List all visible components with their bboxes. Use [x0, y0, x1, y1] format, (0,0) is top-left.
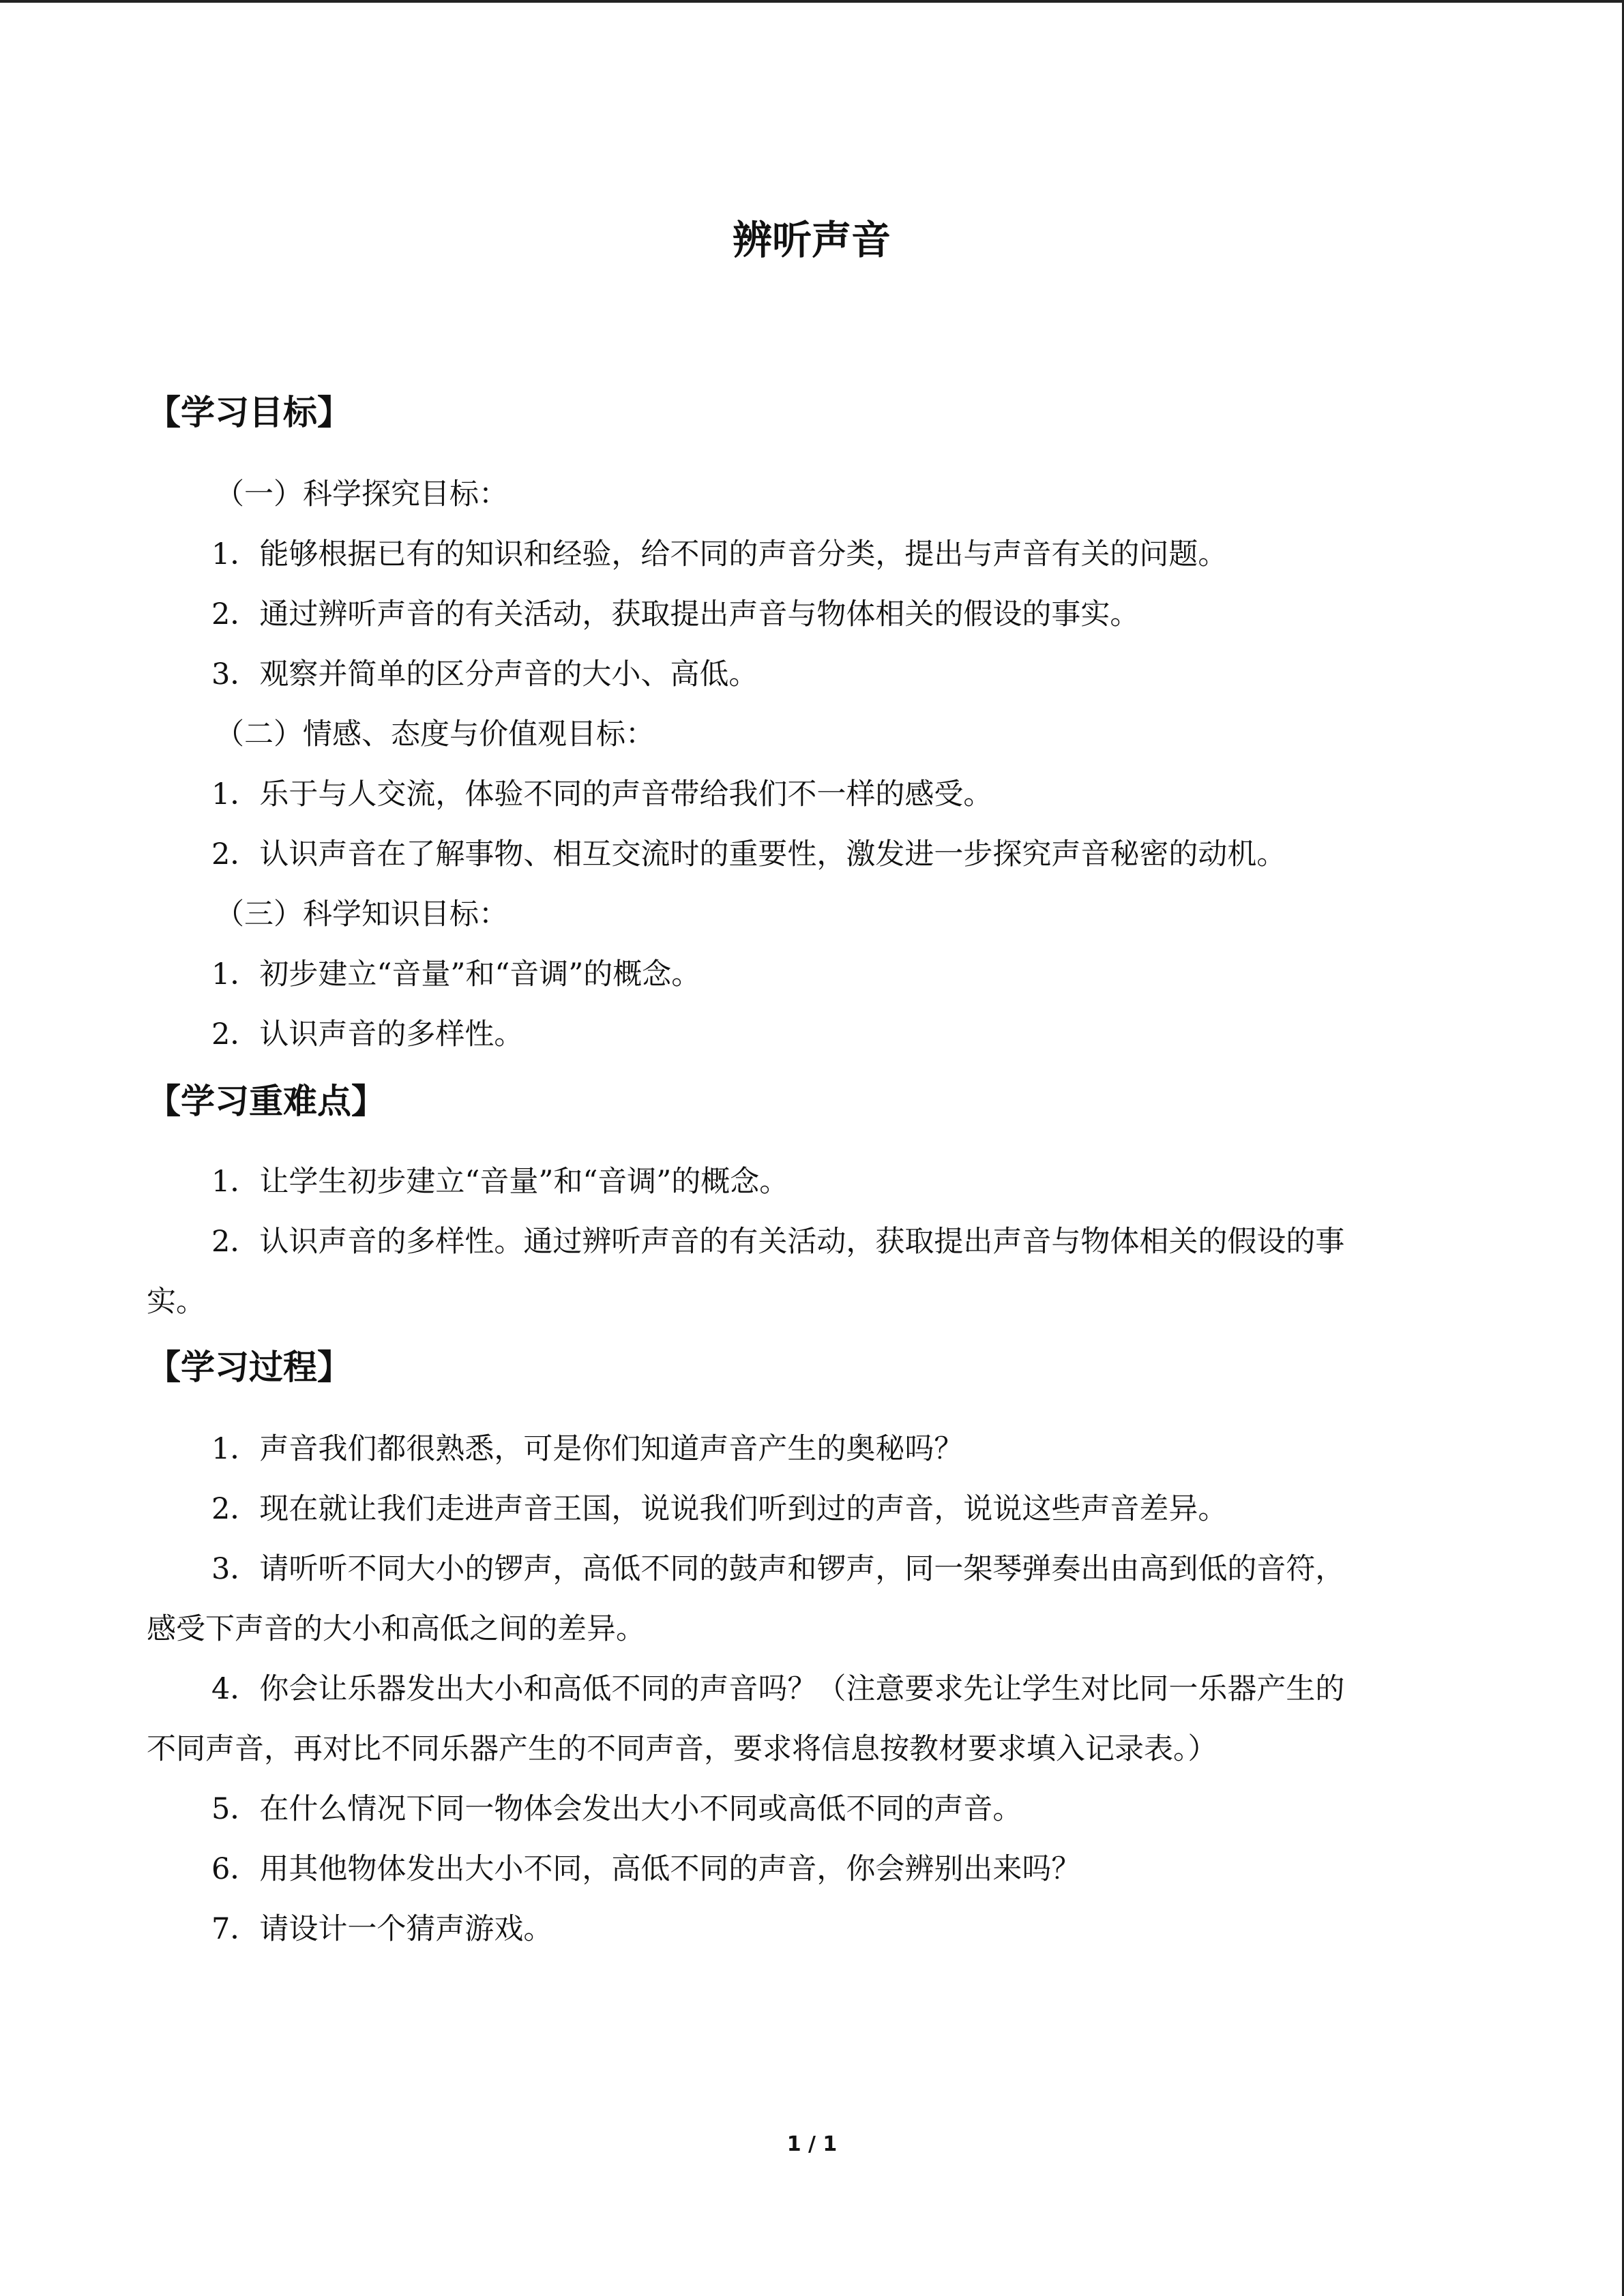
process-item: 2．现在就让我们走进声音王国，说说我们听到过的声音，说说这些声音差异。	[211, 1492, 1228, 1526]
section-heading-key-points: 【学习重难点】	[147, 1082, 385, 1121]
objective-subheading: （一）科学探究目标：	[215, 477, 508, 511]
page-number: 1 / 1	[786, 2132, 838, 2156]
objective-subheading: （二）情感、态度与价值观目标：	[215, 717, 655, 751]
process-item: 6．用其他物体发出大小不同，高低不同的声音，你会辨别出来吗？	[211, 1852, 1081, 1886]
page-border-top	[0, 0, 1624, 3]
objective-item: 1．初步建立“音量”和“音调”的概念。	[211, 957, 701, 992]
objective-item: 2．认识声音在了解事物、相互交流时的重要性，激发进一步探究声音秘密的动机。	[211, 837, 1286, 871]
objective-item: 2．通过辨听声音的有关活动，获取提出声音与物体相关的假设的事实。	[211, 597, 1140, 631]
objective-item: 2．认识声音的多样性。	[211, 1017, 524, 1052]
process-item: 4．你会让乐器发出大小和高低不同的声音吗？（注意要求先让学生对比同一乐器产生的	[211, 1672, 1345, 1706]
key-point-item-continued: 实。	[147, 1285, 205, 1319]
objective-subheading: （三）科学知识目标：	[215, 897, 508, 931]
process-item-continued: 不同声音，再对比不同乐器产生的不同声音，要求将信息按教材要求填入记录表。）	[147, 1732, 1217, 1766]
objective-item: 1．能够根据已有的知识和经验，给不同的声音分类，提出与声音有关的问题。	[211, 537, 1228, 571]
section-heading-objectives: 【学习目标】	[147, 393, 351, 432]
key-point-item: 1．让学生初步建立“音量”和“音调”的概念。	[211, 1165, 789, 1199]
objective-item: 3．观察并简单的区分声音的大小、高低。	[211, 657, 758, 691]
document-title: 辨听声音	[732, 217, 891, 263]
objective-item: 1．乐于与人交流，体验不同的声音带给我们不一样的感受。	[211, 777, 993, 811]
process-item: 5．在什么情况下同一物体会发出大小不同或高低不同的声音。	[211, 1792, 1022, 1826]
section-heading-process: 【学习过程】	[147, 1347, 351, 1387]
process-item: 7．请设计一个猜声游戏。	[211, 1912, 553, 1946]
process-item-continued: 感受下声音的大小和高低之间的差异。	[147, 1612, 645, 1646]
process-item: 3．请听听不同大小的锣声，高低不同的鼓声和锣声，同一架琴弹奏出由高到低的音符，	[211, 1552, 1345, 1586]
key-point-item: 2．认识声音的多样性。通过辨听声音的有关活动，获取提出声音与物体相关的假设的事	[211, 1225, 1345, 1259]
process-item: 1．声音我们都很熟悉，可是你们知道声音产生的奥秘吗？	[211, 1432, 964, 1466]
